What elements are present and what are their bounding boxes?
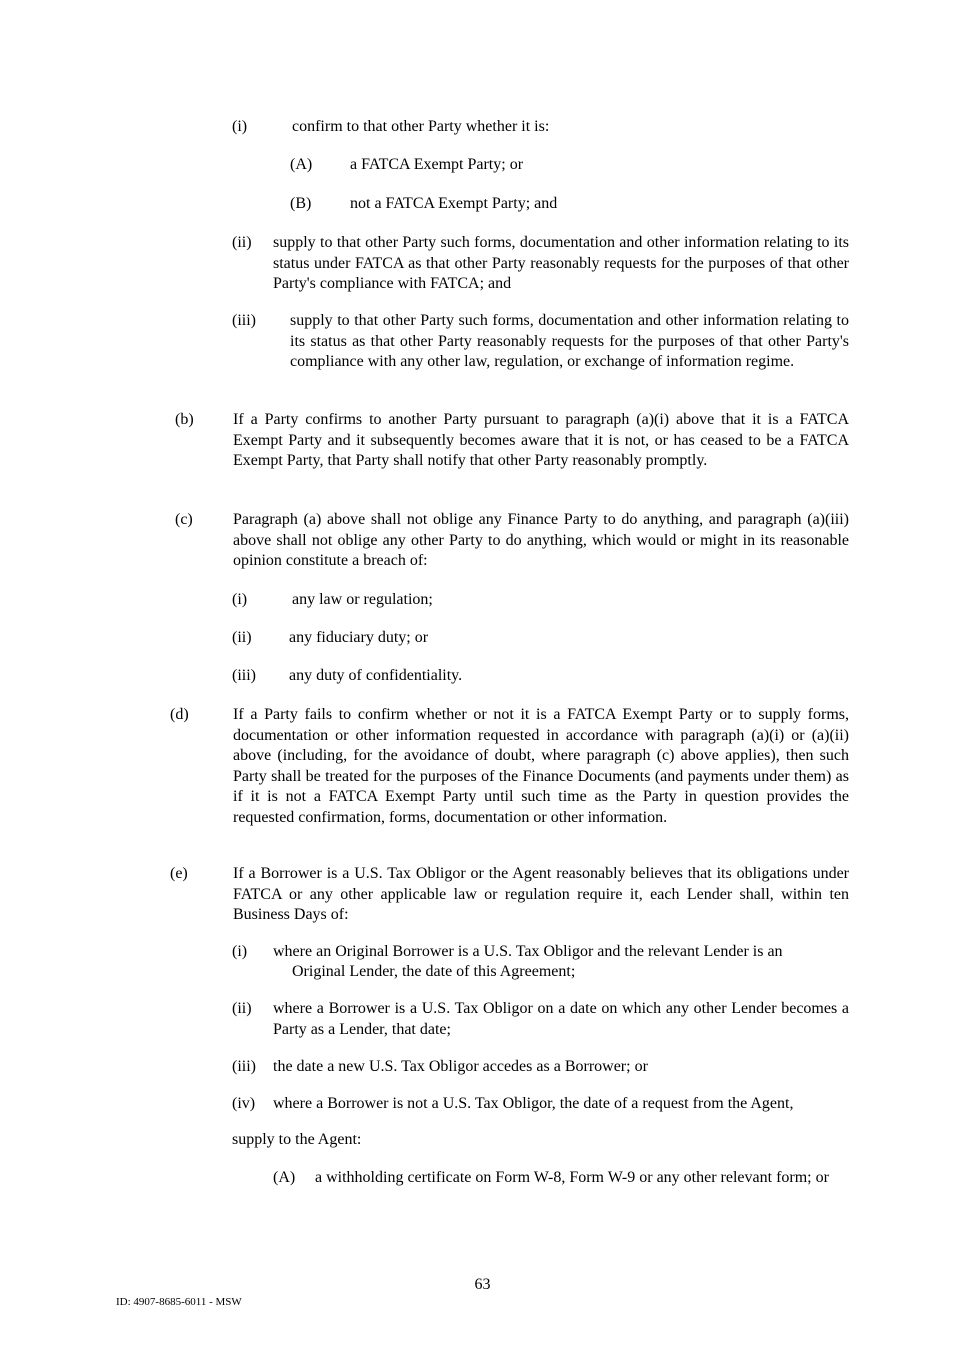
item-label: (iv) — [232, 1095, 256, 1112]
item-text: supply to that other Party such forms, documentation and other information relating to its status as that other Party reasonably requests for the purposes of that other Party's compliance with any other law, regulation, or exchange of information regime. — [290, 312, 849, 370]
item-label: (A) — [273, 1169, 296, 1186]
item-text: any law or regulation; — [292, 591, 433, 608]
item-text: supply to that other Party such forms, documentation and other information relating to its status under FATCA as that other Party reasonably requests for the purposes of that other Party's compliance with FATCA; and — [273, 234, 849, 292]
item-text-continued: Original Lender, the date of this Agreement; — [292, 963, 576, 980]
item-label: (B) — [290, 195, 312, 212]
item-label: (i) — [232, 118, 248, 135]
item-text: confirm to that other Party whether it is: — [292, 118, 550, 135]
item-label: (i) — [232, 591, 248, 608]
paragraph-text: Paragraph (a) above shall not oblige any Finance Party to do anything, and paragraph (a)(iii) above shall not oblige any other Party to do anything, which would or might in its reasonable opinion constitute a breach of: — [233, 511, 849, 569]
item-label: (A) — [290, 156, 313, 173]
paragraph-label: (b) — [175, 411, 194, 428]
paragraph-text: If a Party fails to confirm whether or not it is a FATCA Exempt Party or to supply forms, documentation or other information requested in accordance with paragraph (a)(i) or (a)(ii) above (including, for the avoidance of doubt, where paragraph (c) above applies), then such Party shall be treated for the purposes of the Finance Documents (and payments under them) as if it is not a FATCA Exempt Party until such time as the Party in question provides the requested confirmation, forms, documentation or other information. — [233, 706, 849, 826]
item-text: a FATCA Exempt Party; or — [350, 156, 524, 173]
page-number: 63 — [474, 1276, 491, 1293]
item-label: (ii) — [232, 234, 252, 251]
item-text: where an Original Borrower is a U.S. Tax Obligor and the relevant Lender is an — [273, 943, 783, 960]
item-text: where a Borrower is not a U.S. Tax Obligor, the date of a request from the Agent, — [273, 1095, 794, 1112]
item-label: (iii) — [232, 312, 256, 329]
paragraph-label: (d) — [170, 706, 189, 723]
paragraph-label: (e) — [170, 865, 188, 882]
paragraph-label: (c) — [175, 511, 193, 528]
item-text: any fiduciary duty; or — [289, 629, 429, 646]
item-label: (ii) — [232, 1000, 252, 1017]
item-text: where a Borrower is a U.S. Tax Obligor on a date on which any other Lender becomes a Party as a Lender, that date; — [273, 1000, 849, 1038]
item-label: (ii) — [232, 629, 252, 646]
item-label: (iii) — [232, 1058, 256, 1075]
item-text: not a FATCA Exempt Party; and — [350, 195, 558, 212]
paragraph-text: supply to the Agent: — [232, 1131, 362, 1148]
item-label: (i) — [232, 943, 248, 960]
paragraph-text: If a Borrower is a U.S. Tax Obligor or the Agent reasonably believes that its obligations under FATCA or any other applicable law or regulation require it, each Lender shall, within ten Business Days of: — [233, 865, 849, 923]
paragraph-text: If a Party confirms to another Party pursuant to paragraph (a)(i) above that it is a FATCA Exempt Party and it subsequently becomes aware that it is not, or has ceased to be a FATCA Exempt Party, that Party shall notify that other Party reasonably promptly. — [233, 411, 849, 469]
item-text: the date a new U.S. Tax Obligor accedes as a Borrower; or — [273, 1058, 648, 1075]
document-id: ID: 4907-8685-6011 - MSW — [116, 1296, 242, 1308]
item-label: (iii) — [232, 667, 256, 684]
item-text: a withholding certificate on Form W-8, Form W-9 or any other relevant form; or — [315, 1169, 829, 1186]
item-text: any duty of confidentiality. — [289, 667, 463, 684]
